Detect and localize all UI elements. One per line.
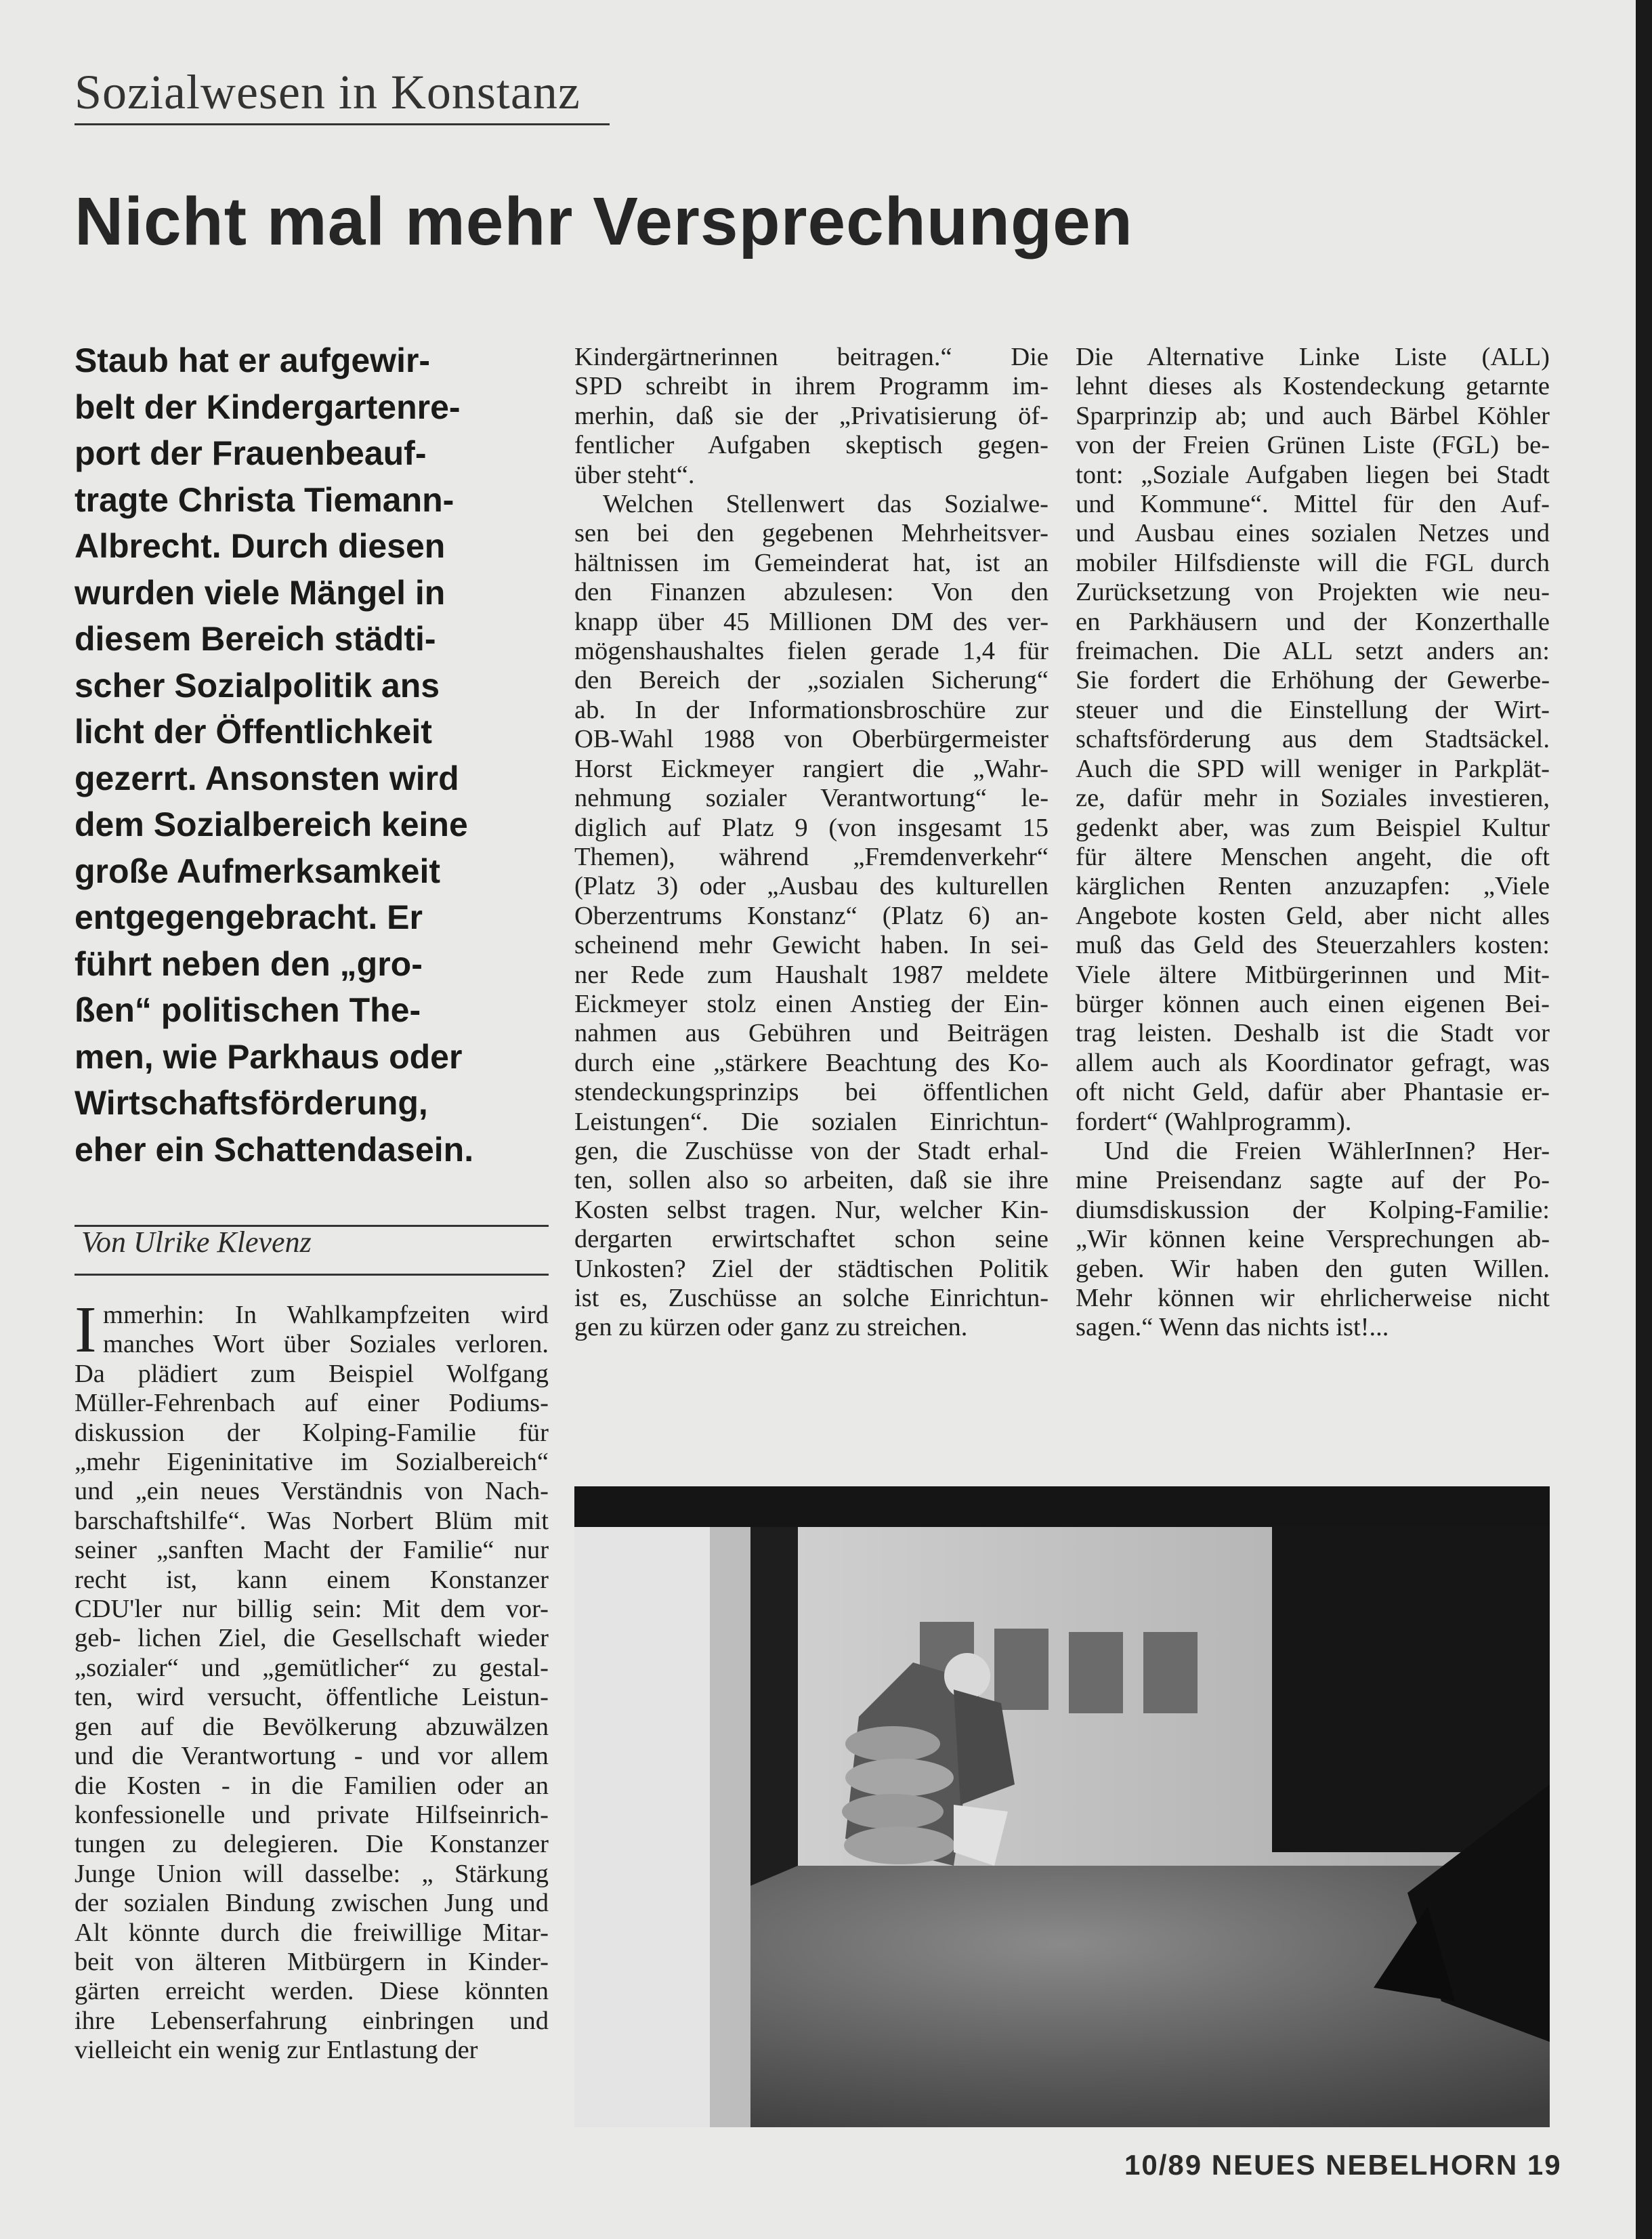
body-text-line: ten, wird versucht, öffentliche Leistun- (75, 1683, 549, 1712)
body-text-line: und Ausbau eines sozialen Netzes und (1076, 519, 1550, 548)
body-text-line: lehnt dieses als Kostendeckung getarnte (1076, 372, 1550, 401)
body-text-line: die Kosten - in die Familien oder an (75, 1771, 549, 1800)
body-text-line: schaftsförderung aus dem Stadtsäckel. (1076, 725, 1550, 754)
body-text-line: „sozialer“ und „gemütlicher“ zu gestal- (75, 1653, 549, 1682)
body-text-line: ab. In der Informationsbroschüre zur (574, 695, 1049, 724)
byline-rule-bottom (75, 1274, 549, 1276)
article-column-1 (75, 1293, 549, 2066)
article-column-3 (1076, 343, 1550, 1343)
body-text-line: fentlicher Aufgaben skeptisch gegen- (574, 431, 1049, 460)
issue-number: 10/89 (1124, 2149, 1203, 2181)
body-text-line: fordert“ (Wahlprogramm). (1076, 1107, 1352, 1136)
lead-line: eher ein Schattendasein. (75, 1130, 474, 1169)
body-text-line: Oberzentrums Konstanz“ (Platz 6) an- (574, 901, 1049, 930)
lead-line: Albrecht. Durch diesen (75, 527, 446, 565)
body-text-line: Und die Freien WählerInnen? Her- (1104, 1136, 1550, 1165)
body-text-line: steuer und die Einstellung der Wirt- (1076, 695, 1550, 724)
body-text-line: der sozialen Bindung zwischen Jung und (75, 1889, 549, 1918)
body-text-line: kärglichen Renten anzuzapfen: „Viele (1076, 872, 1550, 901)
body-text-line: knapp über 45 Millionen DM des ver- (574, 607, 1049, 636)
body-text-line: Themen), während „Fremdenverkehr“ (574, 842, 1049, 871)
page-number: 19 (1527, 2149, 1562, 2181)
body-text-line: Junge Union will dasselbe: „ Stärkung (75, 1859, 549, 1888)
body-text-line: merhin, daß sie der „Privatisierung öf- (574, 401, 1049, 430)
body-text-line: stendeckungsprinzips bei öffentlichen (574, 1078, 1049, 1107)
body-text-line: über steht“. (574, 460, 695, 489)
body-text-line: Da plädiert zum Beispiel Wolfgang (75, 1359, 549, 1388)
article-headline: Nicht mal mehr Versprechungen (75, 184, 1133, 259)
body-text-line: Unkosten? Ziel der städtischen Politik (574, 1254, 1049, 1283)
body-text-line: Mehr können wir ehrlicherweise nicht (1076, 1284, 1550, 1312)
body-text-line: SPD schreibt in ihrem Programm im- (574, 372, 1049, 401)
body-text-line: Horst Eickmeyer rangiert die „Wahr- (574, 754, 1049, 783)
body-text-line: bürger können auch einen eigenen Bei- (1076, 989, 1550, 1018)
body-text-line: Eickmeyer stolz einen Anstieg der Ein- (574, 989, 1049, 1018)
publication-name: NEUES NEBELHORN (1211, 2149, 1519, 2181)
lead-line: führt neben den „gro- (75, 944, 423, 983)
body-text-line: oft nicht Geld, dafür aber Phantasie er- (1076, 1078, 1550, 1107)
body-text-line: gärten erreicht werden. Diese könnten (75, 1977, 549, 2006)
body-text-line: den Bereich der „sozialen Sicherung“ (574, 666, 1049, 695)
lead-line: diesem Bereich städti- (75, 620, 436, 658)
body-text-line: gedenkt aber, was zum Beispiel Kultur (1076, 813, 1550, 842)
body-text-line: ner Rede zum Haushalt 1987 meldete (574, 960, 1049, 989)
body-text-line: hältnissen im Gemeinderat hat, ist an (574, 548, 1049, 577)
body-text-line: nehmung sozialer Verantwortung“ le- (574, 784, 1049, 813)
lead-line: große Aufmerksamkeit (75, 852, 440, 890)
body-text-line: ze, dafür mehr in Soziales investieren, (1076, 784, 1550, 813)
body-text-line: „mehr Eigeninitative im Sozialbereich“ (75, 1448, 549, 1477)
body-text-line: mögenshaushaltes fielen gerade 1,4 für (574, 637, 1049, 666)
body-text-line: durch eine „stärkere Beachtung des Ko- (574, 1048, 1049, 1077)
body-text-line: Alt könnte durch die freiwillige Mitar- (75, 1918, 549, 1947)
body-text-line: und Kommune“. Mittel für den Auf- (1076, 490, 1550, 519)
lead-line: ßen“ politischen The- (75, 991, 421, 1029)
lead-line: scher Sozialpolitik ans (75, 666, 440, 705)
body-text-line: muß das Geld des Steuerzahlers kosten: (1076, 931, 1550, 960)
body-text-line: geb- lichen Ziel, die Gesellschaft wieder (75, 1624, 549, 1653)
body-text-line: mobiler Hilfsdienste will die FGL durch (1076, 548, 1550, 577)
body-text-line: OB-Wahl 1988 von Oberbürgermeister (574, 725, 1049, 754)
body-text-line: Auch die SPD will weniger in Parkplät- (1076, 754, 1550, 783)
body-text-line: Kosten selbst tragen. Nur, welcher Kin- (574, 1195, 1049, 1224)
body-text-line: diskussion der Kolping-Familie für (75, 1418, 549, 1447)
body-text-line: Müller-Fehrenbach auf einer Podiums- (75, 1389, 549, 1418)
body-text-line: sen bei den gegebenen Mehrheitsver- (574, 519, 1049, 548)
body-text-line: für ältere Menschen angeht, die oft (1076, 842, 1550, 871)
lead-line: belt der Kindergartenre- (75, 388, 461, 426)
body-text-line: Leistungen“. Die sozialen Einrichtun- (574, 1107, 1049, 1136)
body-text-line: ist es, Zuschüsse an solche Einrichtun- (574, 1284, 1049, 1312)
body-text-line: manches Wort über Soziales verloren. (103, 1330, 549, 1359)
body-text-line: Kindergärtnerinnen beitragen.“ Die (574, 343, 1049, 371)
body-text-line: trag leisten. Deshalb ist die Stadt vor (1076, 1019, 1550, 1048)
body-text-line: vielleicht ein wenig zur Entlastung der (75, 2036, 478, 2065)
body-text-line: ten, sollen also so arbeiten, daß sie ihre (574, 1166, 1049, 1195)
body-text-line: gen, die Zuschüsse von der Stadt erhal- (574, 1136, 1049, 1165)
body-text-line: tungen zu delegieren. Die Konstanzer (75, 1830, 549, 1859)
body-text-line: konfessionelle und private Hilfseinrich- (75, 1800, 549, 1829)
page-footer (1124, 2149, 1562, 2181)
body-text-line: nahmen aus Gebühren und Beiträgen (574, 1019, 1049, 1048)
article-byline: Von Ulrike Klevenz (81, 1226, 312, 1259)
drop-cap: I (75, 1293, 97, 1366)
lead-line: wurden viele Mängel in (75, 573, 446, 612)
body-text-line: barschaftshilfe“. Was Norbert Blüm mit (75, 1506, 549, 1535)
body-text-line: allem auch als Koordinator gefragt, was (1076, 1048, 1550, 1077)
body-text-line: Sparprinzip ab; und auch Bärbel Köhler (1076, 401, 1550, 430)
body-text-line: Sie fordert die Erhöhung der Gewerbe- (1076, 666, 1550, 695)
body-text-line: dergarten erwirtschaftet schon seine (574, 1225, 1049, 1254)
body-text-line: scheinend mehr Gewicht haben. In sei- (574, 931, 1049, 960)
body-text-line: Viele ältere Mitbürgerinnen und Mit- (1076, 960, 1550, 989)
body-text-line: recht ist, kann einem Konstanzer (75, 1565, 549, 1594)
body-text-line: Welchen Stellenwert das Sozialwe- (603, 490, 1049, 519)
lead-line: entgegengebracht. Er (75, 898, 423, 936)
body-text-line: und „ein neues Verständnis von Nach- (75, 1477, 549, 1506)
body-text-line: ihre Lebenserfahrung einbringen und (75, 2006, 549, 2035)
body-text-line: en Parkhäusern und der Konzerthalle (1076, 607, 1550, 636)
lead-line: dem Sozialbereich keine (75, 805, 468, 843)
body-text-line: den Finanzen abzulesen: Von den (574, 578, 1049, 607)
body-text-line: geben. Wir haben den guten Willen. (1076, 1254, 1550, 1283)
body-text-line: Zurücksetzung von Projekten wie neu- (1076, 578, 1550, 607)
body-text-line: Die Alternative Linke Liste (ALL) (1076, 343, 1550, 371)
body-text-line: gen auf die Bevölkerung abzuwälzen (75, 1712, 549, 1741)
body-text-line: sagen.“ Wenn das nichts ist!... (1076, 1313, 1389, 1342)
lead-line: tragte Christa Tiemann- (75, 480, 454, 519)
lead-line: Wirtschaftsförderung, (75, 1084, 428, 1122)
body-text-line: von der Freien Grünen Liste (FGL) be- (1076, 431, 1550, 460)
body-text-line: gen zu kürzen oder ganz zu streichen. (574, 1313, 968, 1342)
body-text-line: freimachen. Die ALL setzt anders an: (1076, 637, 1550, 666)
body-text-line: CDU'ler nur billig sein: Mit dem vor- (75, 1595, 549, 1624)
section-kicker: Sozialwesen in Konstanz (75, 65, 580, 119)
body-text-line: seiner „sanften Macht der Familie“ nur (75, 1536, 549, 1565)
lead-line: Staub hat er aufgewir- (75, 341, 431, 379)
article-lead (75, 337, 549, 1173)
article-column-2 (574, 343, 1049, 1343)
body-text-line: (Platz 3) oder „Ausbau des kulturellen (574, 872, 1049, 901)
kicker-underline (75, 123, 610, 125)
body-text-line: tont: „Soziale Aufgaben liegen bei Stadt (1076, 460, 1550, 489)
body-text-line: Angebote kosten Geld, aber nicht alles (1076, 901, 1550, 930)
body-text-line: diumsdiskussion der Kolping-Familie: (1076, 1195, 1550, 1224)
body-text-line: mmerhin: In Wahlkampfzeiten wird (103, 1301, 549, 1329)
body-text-line: beit von älteren Mitbürgern in Kinder- (75, 1947, 549, 1976)
body-text-line: und die Verantwortung - und vor allem (75, 1742, 549, 1771)
body-text-line: diglich auf Platz 9 (von insgesamt 15 (574, 813, 1049, 842)
body-text-line: mine Preisendanz sagte auf der Po- (1076, 1166, 1550, 1195)
lead-line: men, wie Parkhaus oder (75, 1037, 463, 1076)
article-photo (574, 1486, 1550, 2127)
lead-line: port der Frauenbeauf- (75, 434, 427, 472)
body-text-line: „Wir können keine Versprechungen ab- (1076, 1225, 1550, 1254)
lead-line: gezerrt. Ansonsten wird (75, 759, 459, 797)
photo-illustration (574, 1486, 1550, 2127)
lead-line: licht der Öffentlichkeit (75, 713, 432, 751)
